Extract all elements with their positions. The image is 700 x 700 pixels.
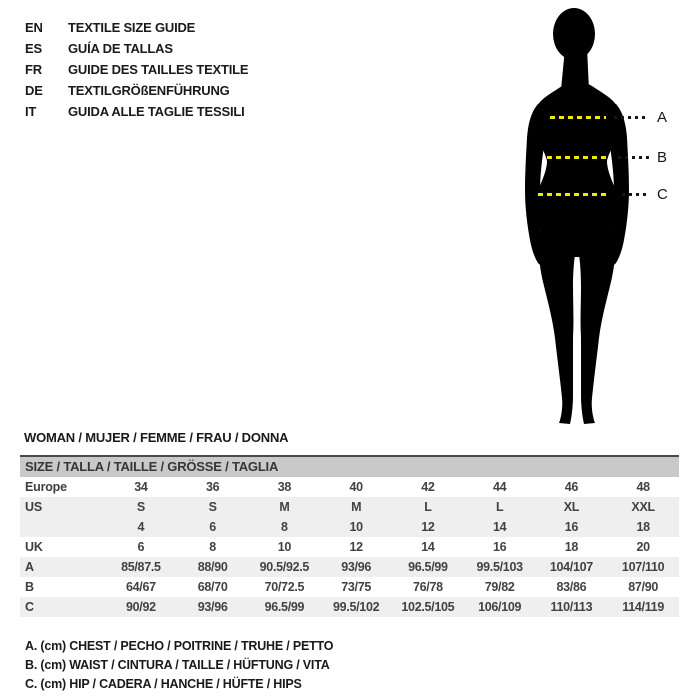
- size-cell: 14: [421, 540, 435, 554]
- hip-dash-black: [622, 193, 649, 196]
- language-row-en: [25, 17, 248, 38]
- size-cell: 83/86: [556, 580, 587, 594]
- size-cell: 88/90: [197, 560, 228, 574]
- size-cell: 4: [137, 520, 145, 534]
- row-label: US: [25, 500, 42, 514]
- size-cell: 16: [564, 520, 579, 534]
- language-code: IT: [25, 104, 37, 119]
- measure-label-a: A: [657, 109, 668, 126]
- size-cell: 6: [209, 520, 216, 534]
- language-title: GUIDE DES TAILLES TEXTILE: [68, 62, 249, 77]
- size-cell: 114/119: [622, 600, 664, 614]
- size-cell: 10: [277, 540, 292, 554]
- language-code: DE: [25, 83, 43, 98]
- size-cell: 102.5/105: [401, 600, 455, 614]
- hip-dash-yellow: [538, 193, 609, 196]
- size-cell: 93/96: [341, 560, 372, 574]
- size-cell: 6: [137, 540, 145, 554]
- size-cell: 93/96: [197, 600, 228, 614]
- size-cell: 8: [209, 540, 216, 554]
- size-cell: 90/92: [125, 600, 156, 614]
- size-cell: 79/82: [484, 580, 515, 594]
- table-row-uk: [20, 537, 679, 557]
- size-cell: 36: [205, 480, 220, 494]
- size-cell: 12: [349, 540, 363, 554]
- size-cell: 34: [134, 480, 148, 494]
- language-title-list: [25, 17, 248, 122]
- language-row-es: [25, 38, 248, 59]
- size-cell: 96.5/99: [408, 560, 448, 574]
- language-title: TEXTILGRÖßENFÜHRUNG: [68, 83, 230, 98]
- size-cell: 46: [564, 480, 579, 494]
- language-title: GUIDA ALLE TAGLIE TESSILI: [68, 104, 245, 119]
- chest-dash-black: [614, 116, 649, 119]
- row-label: B: [25, 580, 34, 594]
- size-cell: 73/75: [341, 580, 372, 594]
- size-cell: 20: [636, 540, 650, 554]
- table-row-chest: [20, 557, 679, 577]
- size-cell: 38: [277, 480, 292, 494]
- size-cell: 106/109: [478, 600, 522, 614]
- size-cell: 18: [564, 540, 579, 554]
- size-cell: 68/70: [197, 580, 228, 594]
- size-cell: 96.5/99: [264, 600, 305, 614]
- size-cell: 99.5/102: [332, 600, 380, 614]
- size-cell: M: [279, 500, 290, 514]
- measurement-legend: [25, 637, 333, 694]
- table-row-us-letter: [20, 497, 679, 517]
- legend-line-hip: C. (cm) HIP / CADERA / HANCHE / HÜFTE / HIPS: [25, 677, 302, 691]
- legend-line-chest: A. (cm) CHEST / PECHO / POITRINE / TRUHE / PETTO: [25, 639, 334, 653]
- measure-label-b: B: [657, 149, 668, 166]
- size-cell: S: [208, 500, 217, 514]
- size-table: [20, 455, 679, 617]
- row-label: C: [25, 600, 34, 614]
- table-row-waist: [20, 577, 679, 597]
- size-cell: 107/110: [621, 560, 665, 574]
- size-cell: 14: [492, 520, 507, 534]
- row-label: Europe: [25, 480, 67, 494]
- size-cell: 99.5/103: [476, 560, 523, 574]
- size-cell: 18: [636, 520, 650, 534]
- size-cell: 110/113: [550, 600, 593, 614]
- size-cell: XXL: [631, 500, 655, 514]
- language-row-it: [25, 101, 248, 122]
- chest-dash-yellow: [550, 116, 606, 119]
- size-cell: 40: [349, 480, 363, 494]
- table-row-europe: [20, 477, 679, 497]
- size-cell: 85/87.5: [121, 560, 161, 574]
- size-cell: 16: [492, 540, 507, 554]
- language-row-fr: [25, 59, 248, 80]
- row-label: A: [25, 560, 34, 574]
- size-cell: M: [351, 500, 362, 514]
- size-cell: 12: [421, 520, 435, 534]
- language-code: EN: [25, 20, 43, 35]
- waist-dash-black: [618, 156, 649, 159]
- table-row-us-number: [20, 517, 679, 537]
- woman-silhouette-icon: [502, 8, 652, 428]
- section-title-woman: WOMAN / MUJER / FEMME / FRAU / DONNA: [24, 430, 289, 445]
- size-cell: L: [424, 500, 432, 514]
- language-row-de: [25, 80, 248, 101]
- size-cell: 48: [636, 480, 650, 494]
- size-cell: S: [136, 500, 145, 514]
- size-cell: 42: [421, 480, 435, 494]
- table-row-hip: [20, 597, 679, 617]
- size-cell: 76/78: [412, 580, 443, 594]
- waist-dash-yellow: [547, 156, 606, 159]
- size-cell: 104/107: [549, 560, 593, 574]
- size-cell: 64/67: [125, 580, 156, 594]
- legend-line-waist: B. (cm) WAIST / CINTURA / TAILLE / HÜFTUNG / VITA: [25, 658, 330, 672]
- language-title: GUÍA DE TALLAS: [68, 41, 173, 56]
- measure-label-c: C: [657, 186, 668, 203]
- language-title: TEXTILE SIZE GUIDE: [68, 20, 196, 35]
- size-table-header: SIZE / TALLA / TAILLE / GRÖSSE / TAGLIA: [20, 455, 679, 477]
- size-cell: 90.5/92.5: [259, 560, 310, 574]
- size-cell: 10: [349, 520, 363, 534]
- size-cell: 70/72.5: [264, 580, 305, 594]
- woman-silhouette-figure: [502, 8, 652, 428]
- size-cell: 87/90: [628, 580, 659, 594]
- size-cell: 8: [281, 520, 288, 534]
- language-code: ES: [25, 41, 42, 56]
- row-label: [20, 517, 105, 537]
- size-cell: XL: [563, 500, 580, 514]
- size-cell: L: [495, 500, 504, 514]
- language-code: FR: [25, 62, 42, 77]
- size-cell: 44: [492, 480, 507, 494]
- row-label: UK: [25, 540, 43, 554]
